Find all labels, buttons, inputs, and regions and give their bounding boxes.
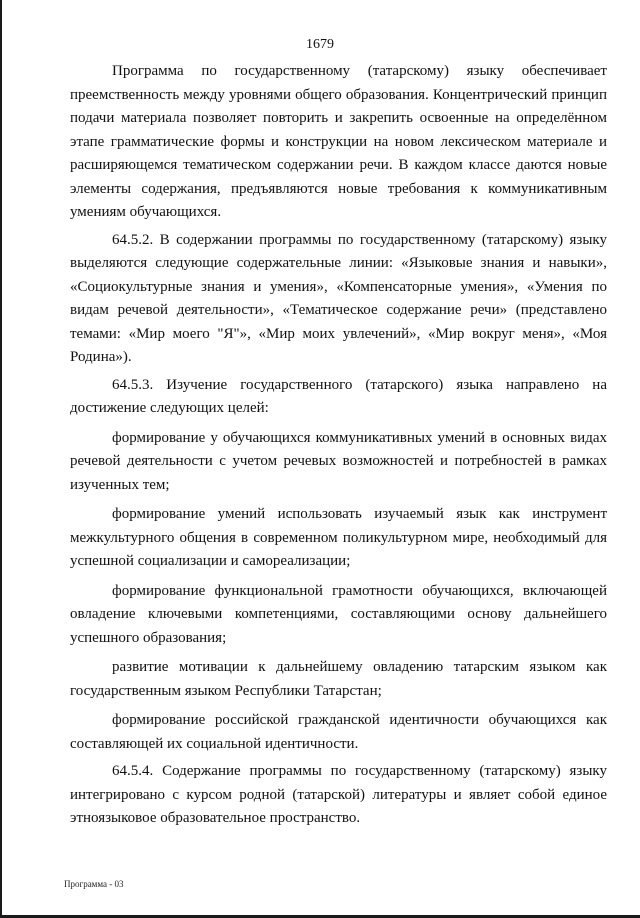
body-text bbox=[70, 60, 607, 831]
paragraph-intro: Программа по государственному (татарскому) языку обеспечивает преемственность между уровнями общего образования. Концентрический принцип подачи материала позволяет повторить и закрепить освоенные на определённом этапе грамматические формы и конструкции на новом лексическом материале и расширяющемся тематическом содержании речи. В каждом классе даются новые элементы содержания, предъявляются новые требования к коммуникативным умениям обучающихся. bbox=[70, 63, 607, 220]
goal-item: формирование функциональной грамотности обучающихся, включающей овладение ключевыми компетенциями, составляющими основу дальнейшего успешного образования; bbox=[70, 582, 607, 646]
paragraph-64-5-3: 64.5.3. Изучение государственного (татарского) языка направлено на достижение следующих целей: bbox=[70, 376, 607, 416]
scan-border-left bbox=[0, 0, 2, 918]
footer-label: Программа - 03 bbox=[64, 879, 124, 889]
goal-item: формирование российской гражданской идентичности обучающихся как составляющей их социальной идентичности. bbox=[70, 712, 607, 752]
paragraph-64-5-2: 64.5.2. В содержании программы по государственному (татарскому) языку выделяются следующие содержательные линии: «Языковые знания и навыки», «Социокультурные знания и умения», «Компенсаторные умения», «Умения по видам речевой деятельности», «Тематическое содержание речи» (представлено темами: «Мир моего "Я"», «Мир моих увлечений», «Мир вокруг меня», «Моя Родина»). bbox=[70, 231, 607, 365]
goal-item: формирование у обучающихся коммуникативных умений в основных видах речевой деятельности с учетом речевых возможностей и потребностей в рамках изученных тем; bbox=[70, 429, 607, 493]
goal-item: развитие мотивации к дальнейшему овладению татарским языком как государственным языком Республики Татарстан; bbox=[70, 659, 607, 699]
page-number: 1679 bbox=[306, 37, 334, 52]
paragraph-64-5-4: 64.5.4. Содержание программы по государственному (татарскому) языку интегрировано с курсом родной (татарской) литературы и являет собой единое этноязыковое образовательное пространство. bbox=[70, 763, 607, 826]
goal-item: формирование умений использовать изучаемый язык как инструмент межкультурного общения в современном поликультурном мире, необходимый для успешной социализации и самореализации; bbox=[70, 506, 607, 569]
